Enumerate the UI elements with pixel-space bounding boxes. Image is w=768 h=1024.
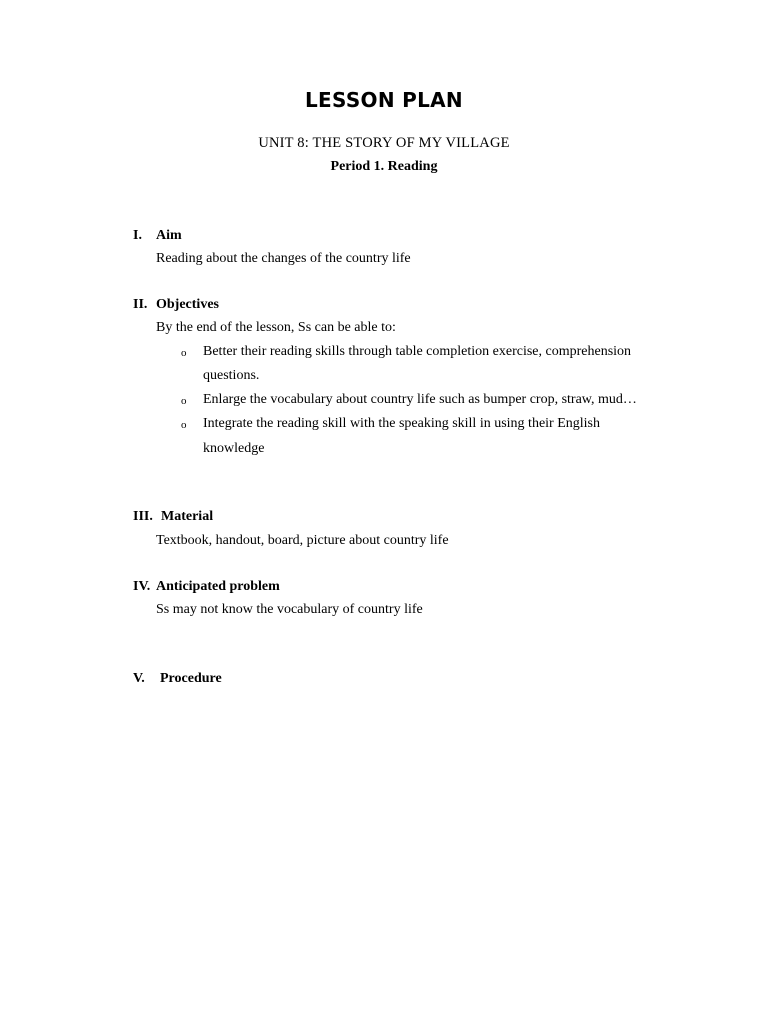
objective-text: Better their reading skills through table completion exercise, comprehension — [203, 344, 632, 359]
section-heading: Procedure — [160, 671, 222, 686]
objective-text: Enlarge the vocabulary about country life such as bumper crop, straw, mud… — [203, 392, 637, 407]
objective-text-continued: questions. — [203, 368, 260, 383]
section-heading: Material — [161, 509, 214, 524]
bullet-marker: o — [181, 347, 187, 359]
section-text: Reading about the changes of the country life — [156, 251, 411, 266]
section-number: II. — [133, 297, 148, 312]
unit-title: UNIT 8: THE STORY OF MY VILLAGE — [258, 135, 510, 151]
section-heading: Objectives — [156, 297, 219, 312]
objective-text-continued: knowledge — [203, 441, 265, 456]
bullet-marker: o — [181, 395, 187, 407]
section-heading: Aim — [156, 228, 182, 243]
page-title: LESSON PLAN — [305, 88, 463, 112]
bullet-marker: o — [181, 419, 187, 431]
objective-text: Integrate the reading skill with the speaking skill in using their English — [203, 416, 600, 431]
section-intro: By the end of the lesson, Ss can be able to: — [156, 320, 396, 335]
section-heading: Anticipated problem — [156, 579, 280, 594]
section-number: V. — [133, 671, 145, 686]
section-text: Textbook, handout, board, picture about country life — [156, 533, 449, 548]
period-title: Period 1. Reading — [330, 159, 438, 174]
section-number: IV. — [133, 579, 151, 594]
section-number: I. — [133, 228, 142, 243]
section-text: Ss may not know the vocabulary of country life — [156, 602, 423, 617]
section-number: III. — [133, 509, 153, 524]
